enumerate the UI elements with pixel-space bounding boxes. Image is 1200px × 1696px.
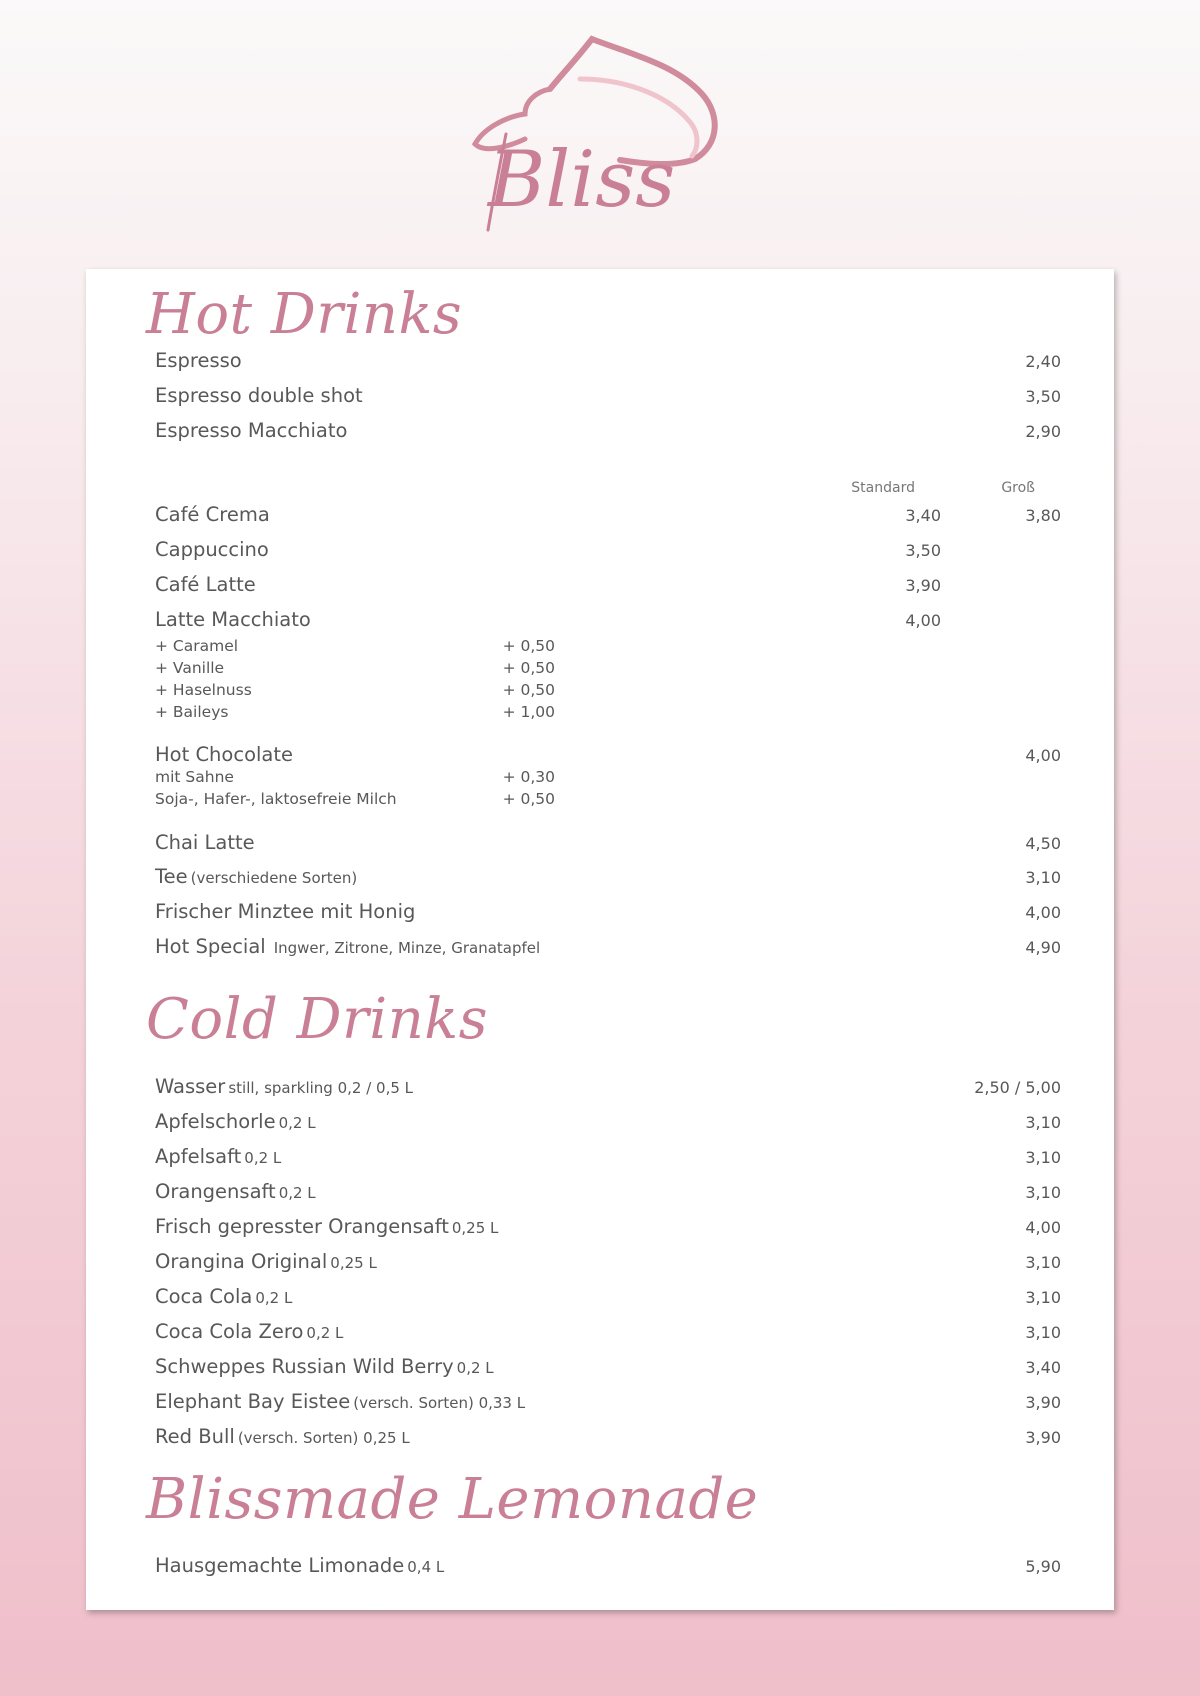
item-name: Elephant Bay Eistee (versch. Sorten) 0,33 L xyxy=(155,1390,526,1413)
section-title-hot-drinks: Hot Drinks xyxy=(146,282,463,347)
item-price: 3,10 xyxy=(1025,1288,1061,1307)
extra-option xyxy=(155,681,555,703)
item-price: 2,50 / 5,00 xyxy=(974,1078,1061,1097)
item-price: 4,90 xyxy=(1025,938,1061,957)
extra-label: + Caramel xyxy=(155,637,239,655)
menu-item xyxy=(155,573,1061,603)
menu-card xyxy=(86,269,1114,1610)
item-price: 3,10 xyxy=(1025,1323,1061,1342)
item-name: Café Crema xyxy=(155,503,270,526)
extra-label: + Vanille xyxy=(155,659,225,677)
extra-label: Soja-, Hafer-, laktosefreie Milch xyxy=(155,790,397,808)
item-price: 3,40 xyxy=(1025,1358,1061,1377)
item-name: Orangensaft 0,2 L xyxy=(155,1180,316,1203)
item-name: Frischer Minztee mit Honig xyxy=(155,900,416,923)
item-name: Red Bull (versch. Sorten) 0,25 L xyxy=(155,1425,410,1448)
extra-price: + 0,50 xyxy=(502,659,555,677)
item-price: 3,10 xyxy=(1025,1253,1061,1272)
item-name: Espresso xyxy=(155,349,242,372)
column-header-large: Groß xyxy=(1001,480,1035,496)
extra-label: + Haselnuss xyxy=(155,681,252,699)
item-price-standard: 4,00 xyxy=(905,611,941,630)
extra-option xyxy=(155,768,555,790)
item-price: 5,90 xyxy=(1025,1557,1061,1576)
section-title-cold-drinks: Cold Drinks xyxy=(146,987,488,1052)
item-name: Apfelschorle 0,2 L xyxy=(155,1110,316,1133)
menu-item xyxy=(155,1285,1061,1315)
extra-price: + 1,00 xyxy=(502,703,555,721)
section-title-lemonade: Blissmade Lemonade xyxy=(146,1467,759,1532)
menu-item xyxy=(155,1180,1061,1210)
item-price-standard: 3,90 xyxy=(905,576,941,595)
extra-option xyxy=(155,703,555,725)
menu-item xyxy=(155,419,1061,449)
item-price: 4,00 xyxy=(1025,903,1061,922)
menu-item xyxy=(155,1215,1061,1245)
extra-price: + 0,50 xyxy=(502,681,555,699)
menu-item xyxy=(155,608,1061,638)
item-price: 2,40 xyxy=(1025,352,1061,371)
item-price: 3,10 xyxy=(1025,1183,1061,1202)
item-price-standard: 3,50 xyxy=(905,541,941,560)
item-name: Espresso double shot xyxy=(155,384,363,407)
menu-item xyxy=(155,1145,1061,1175)
item-name: Coca Cola Zero 0,2 L xyxy=(155,1320,344,1343)
item-price: 4,50 xyxy=(1025,834,1061,853)
menu-item xyxy=(155,349,1061,379)
item-price-standard: 3,40 xyxy=(905,506,941,525)
item-price: 2,90 xyxy=(1025,422,1061,441)
item-price: 3,90 xyxy=(1025,1393,1061,1412)
logo-text: Bliss xyxy=(488,135,676,225)
item-name: Hot Chocolate xyxy=(155,743,294,766)
extra-price: + 0,30 xyxy=(502,768,555,786)
extra-price: + 0,50 xyxy=(502,637,555,655)
item-name: Apfelsaft 0,2 L xyxy=(155,1145,282,1168)
menu-item xyxy=(155,384,1061,414)
extra-option xyxy=(155,790,555,812)
extra-price: + 0,50 xyxy=(502,790,555,808)
item-price: 3,50 xyxy=(1025,387,1061,406)
menu-item xyxy=(155,1110,1061,1140)
item-price: 3,10 xyxy=(1025,1113,1061,1132)
item-price: 3,10 xyxy=(1025,1148,1061,1167)
item-name: Cappuccino xyxy=(155,538,269,561)
item-price-large: 3,80 xyxy=(1025,506,1061,525)
menu-item xyxy=(155,1250,1061,1280)
menu-item xyxy=(155,1554,1061,1584)
item-name: Hausgemachte Limonade 0,4 L xyxy=(155,1554,445,1577)
item-name: Latte Macchiato xyxy=(155,608,311,631)
item-name: Schweppes Russian Wild Berry 0,2 L xyxy=(155,1355,494,1378)
item-name: Frisch gepresster Orangensaft 0,25 L xyxy=(155,1215,499,1238)
item-name: Hot Special Ingwer, Zitrone, Minze, Granatapfel xyxy=(155,935,541,958)
item-price: 3,10 xyxy=(1025,868,1061,887)
item-name: Espresso Macchiato xyxy=(155,419,348,442)
item-name: Wasser still, sparkling 0,2 / 0,5 L xyxy=(155,1075,414,1098)
item-name: Coca Cola 0,2 L xyxy=(155,1285,293,1308)
item-name: Orangina Original 0,25 L xyxy=(155,1250,377,1273)
menu-item xyxy=(155,865,1061,895)
item-name: Chai Latte xyxy=(155,831,255,854)
extra-option xyxy=(155,637,555,659)
item-price: 3,90 xyxy=(1025,1428,1061,1447)
extra-option xyxy=(155,659,555,681)
menu-item xyxy=(155,1355,1061,1385)
menu-item xyxy=(155,538,1061,568)
menu-item xyxy=(155,1320,1061,1350)
menu-item xyxy=(155,900,1061,930)
item-price: 4,00 xyxy=(1025,746,1061,765)
menu-item xyxy=(155,503,1061,533)
menu-item xyxy=(155,1425,1061,1455)
menu-item xyxy=(155,1075,1061,1105)
extra-label: + Baileys xyxy=(155,703,229,721)
item-name: Tee (verschiedene Sorten) xyxy=(155,865,358,888)
item-name: Café Latte xyxy=(155,573,256,596)
item-price: 4,00 xyxy=(1025,1218,1061,1237)
menu-item xyxy=(155,831,1061,861)
extra-label: mit Sahne xyxy=(155,768,234,786)
bliss-logo xyxy=(470,34,730,234)
menu-item xyxy=(155,1390,1061,1420)
menu-item xyxy=(155,935,1061,965)
column-header-standard: Standard xyxy=(851,480,915,496)
